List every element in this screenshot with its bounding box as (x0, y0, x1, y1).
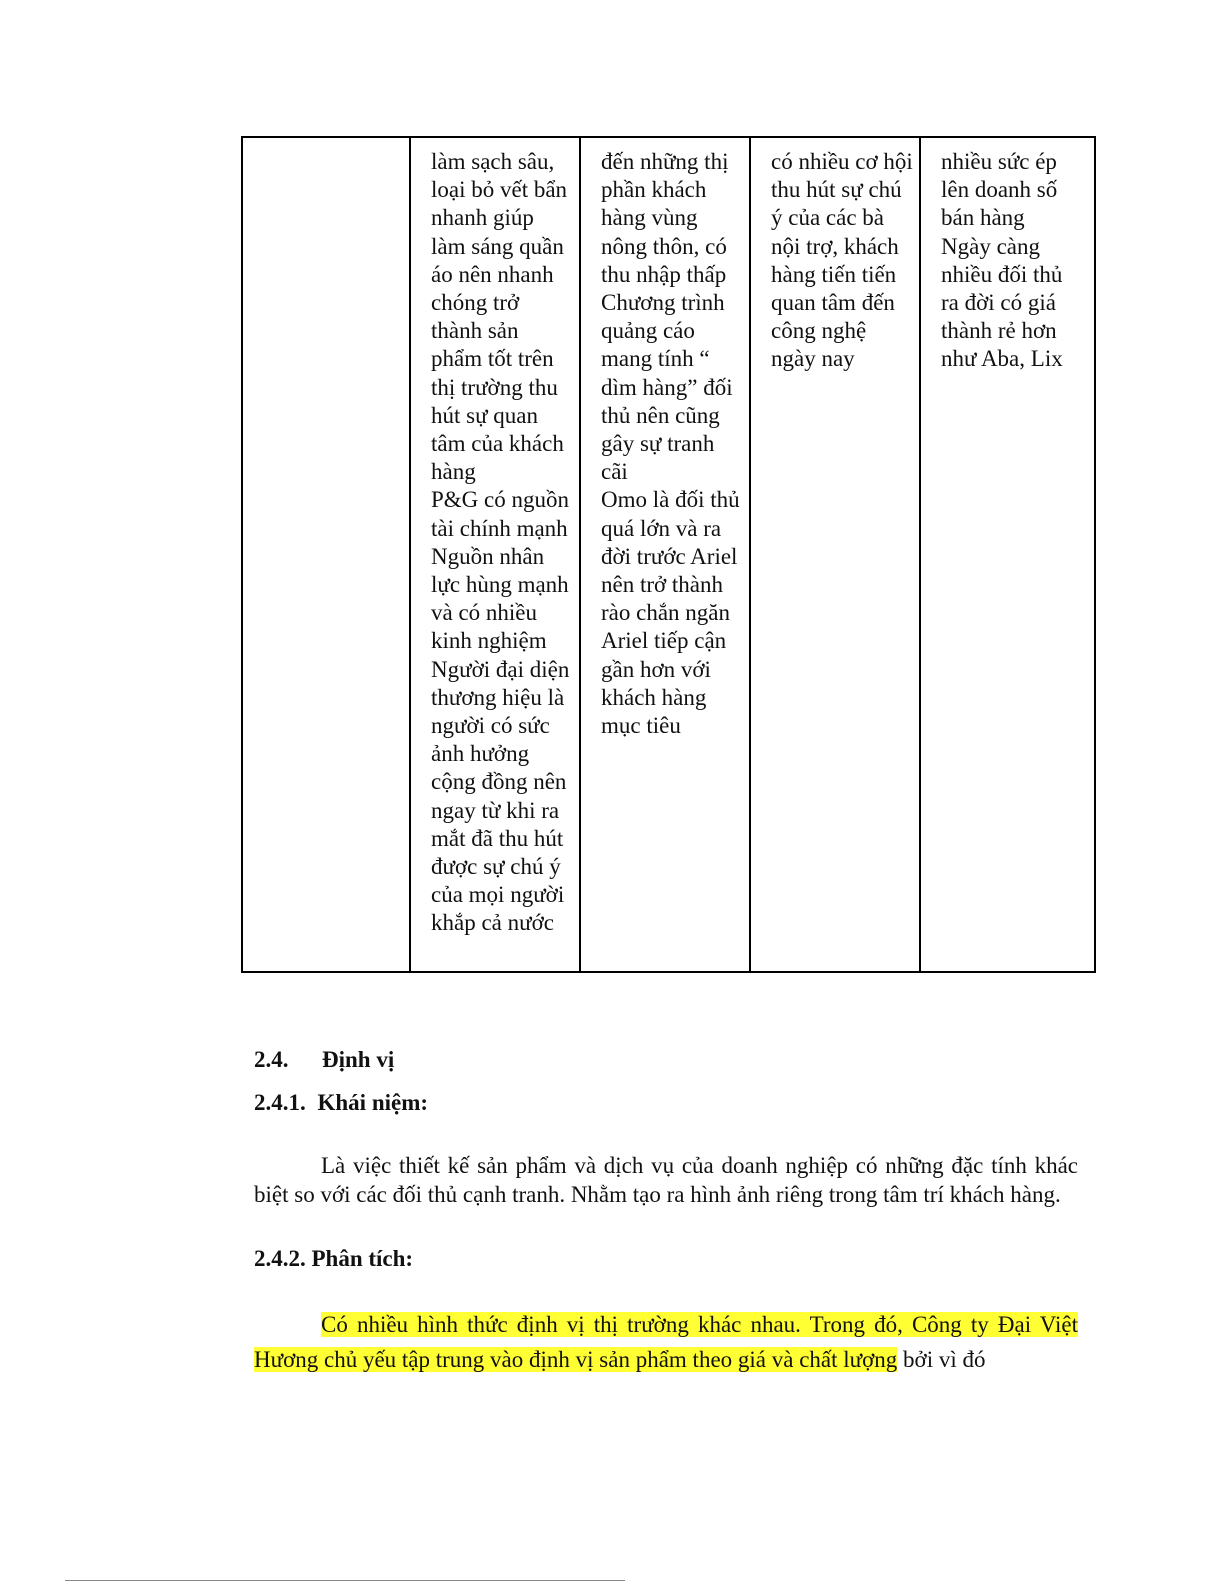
cell-line: tâm của khách (431, 431, 564, 457)
cell-line: Nguồn nhân (431, 543, 545, 569)
analysis-title: Phân tích: (311, 1246, 414, 1271)
cell-text (751, 138, 919, 374)
cell-line: dìm hàng” đối (601, 374, 733, 400)
cell-line: được sự chú ý (431, 854, 561, 880)
cell-line: ra đời có giá (941, 290, 1056, 316)
cell-text (243, 138, 409, 148)
cell-line: thương hiệu là (431, 684, 565, 710)
cell-line: và có nhiều (431, 600, 538, 626)
table-cell-col-2 (410, 137, 580, 972)
cell-line: thành rẻ hơn (941, 318, 1057, 344)
cell-text (411, 138, 579, 938)
cell-line: như Aba, Lix (941, 346, 1063, 372)
cell-line: Ariel tiếp cận (601, 628, 727, 654)
analysis-heading (254, 1245, 413, 1273)
cell-line: hàng vùng (601, 205, 698, 231)
concept-heading (254, 1089, 428, 1117)
cell-line: thủ nên cũng (601, 402, 720, 428)
cell-line: khách hàng (601, 684, 707, 710)
cell-line: nông thôn, có (601, 233, 727, 259)
cell-line: quan tâm đến (771, 290, 895, 316)
concept-paragraph: Là việc thiết kế sản phẩm và dịch vụ của doanh nghiệp có những đặc tính khác biệt so với các đối thủ cạnh tranh. Nhằm tạo ra hình ảnh riêng trong tâm trí khách hàng. (254, 1153, 1078, 1207)
cell-line: ngay từ khi ra (431, 797, 560, 823)
cell-line: ý của các bà (771, 205, 885, 231)
cell-line: làm sạch sâu, (431, 149, 555, 174)
section-number: 2.4. (254, 1047, 289, 1072)
cell-line: thị trường thu (431, 374, 558, 400)
table-row (242, 137, 1095, 972)
cell-line: phần khách (601, 177, 707, 203)
cell-line: quá lớn và ra (601, 515, 722, 541)
cell-line: nên trở thành (601, 572, 724, 598)
cell-line: áo nên nhanh (431, 261, 554, 287)
table-cell-col-3 (580, 137, 750, 972)
cell-line: nhiều đối thủ (941, 261, 1063, 287)
analysis-paragraph (254, 1307, 1078, 1377)
section-heading (254, 1046, 394, 1074)
cell-line: cộng đồng nên (431, 769, 567, 795)
cell-line: đời trước Ariel (601, 543, 738, 569)
cell-line: hút sự quan (431, 402, 539, 428)
cell-line: chóng trở (431, 290, 520, 316)
cell-line: quảng cáo (601, 318, 695, 344)
table-cell-col-1 (242, 137, 410, 972)
cell-line: mang tính “ (601, 346, 710, 372)
cell-line: lực hùng mạnh (431, 572, 569, 598)
cell-line: ảnh hưởng (431, 741, 530, 767)
concept-number: 2.4.1. (254, 1090, 306, 1115)
cell-line: lên doanh số (941, 177, 1058, 203)
concept-title: Khái niệm: (317, 1090, 429, 1115)
cell-line: công nghệ (771, 318, 867, 344)
cell-line: cãi (601, 459, 628, 485)
analysis-number: 2.4.2. (254, 1246, 306, 1271)
cell-line: làm sáng quần (431, 233, 564, 259)
cell-line: nội trợ, khách (771, 233, 899, 259)
cell-line: phẩm tốt trên (431, 346, 554, 372)
cell-line: gần hơn với (601, 656, 711, 682)
cell-line: tài chính mạnh (431, 515, 568, 541)
cell-line: thành sản (431, 318, 519, 344)
page-bottom-rule (65, 1580, 625, 1581)
cell-line: người có sức (431, 713, 550, 739)
cell-line: đến những thị (601, 149, 729, 174)
table-cell-col-4 (750, 137, 920, 972)
cell-line: nhiều sức ép (941, 149, 1057, 174)
cell-text (921, 138, 1094, 374)
swot-table (241, 136, 1096, 973)
cell-line: thu nhập thấp (601, 261, 727, 287)
cell-line: mục tiêu (601, 713, 681, 739)
cell-line: Người đại diện (431, 656, 570, 682)
cell-line: Ngày càng (941, 233, 1040, 259)
analysis-text-continuation: bởi vì đó (897, 1347, 986, 1372)
cell-line: thu hút sự chú (771, 177, 902, 203)
cell-line: rào chắn ngăn (601, 600, 730, 626)
cell-line: có nhiều cơ hội (771, 149, 913, 174)
cell-line: Omo là đối thủ (601, 487, 740, 513)
cell-line: của mọi người (431, 882, 565, 908)
cell-line: loại bỏ vết bẩn (431, 177, 568, 203)
cell-line: hàng tiến tiến (771, 261, 897, 287)
section-title: Định vị (322, 1047, 395, 1072)
cell-text (581, 138, 749, 740)
cell-line: kinh nghiệm (431, 628, 547, 654)
cell-line: bán hàng (941, 205, 1025, 231)
highlighted-text: Có nhiều hình thức định vị thị trường khác nhau. Trong đó, Công ty Đại Việt Hương chủ yếu tập trung vào định vị sản phẩm theo giá và chất lượng (254, 1312, 1078, 1372)
cell-line: hàng (431, 459, 476, 485)
cell-line: P&G có nguồn (431, 487, 569, 513)
table-cell-col-5 (920, 137, 1095, 972)
cell-line: mắt đã thu hút (431, 825, 564, 851)
cell-line: ngày nay (771, 346, 855, 372)
cell-line: nhanh giúp (431, 205, 534, 231)
cell-line: gây sự tranh (601, 431, 715, 457)
cell-line: Chương trình (601, 290, 725, 316)
cell-line: khắp cả nước (431, 910, 554, 936)
